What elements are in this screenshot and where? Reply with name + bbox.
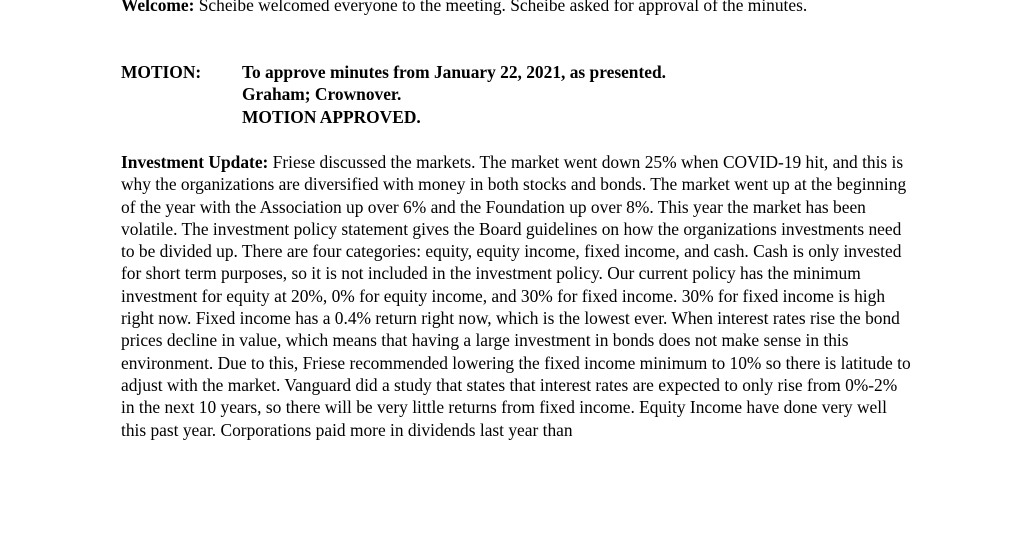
welcome-heading: Welcome: [121,0,195,15]
investment-paragraph [121,151,911,441]
investment-text: Friese discussed the markets. The market went down 25% when COVID-19 hit, and this is why the organizations are diversified with money in both stocks and bonds. The market went up at the beginning of the year with the Association up over 6% and the Foundation up over 8%. This year the market has been volatile. The investment policy statement gives the Board guidelines on how the organizations investments need to be divided up. There are four categories: equity, equity income, fixed income, and cash. Cash is only invested for short term purposes, so it is not included in the investment policy. Our current policy has the minimum investment for equity at 20%, 0% for equity income, and 30% for fixed income. 30% for fixed income is high right now. Fixed income has a 0.4% return right now, which is the lowest ever. When interest rates rise the bond prices decline in value, which means that having a large investment in bonds does not make sense in this environment. Due to this, Friese recommended lowering the fixed income minimum to 10% so there is latitude to adjust with the market. Vanguard did a study that states that interest rates are expected to only rise from 0%-2% in the next 10 years, so there will be very little returns from fixed income. Equity Income have done very well this past year. Corporations paid more in dividends last year than [121,152,911,440]
welcome-paragraph [121,0,911,16]
motion-result: MOTION APPROVED. [242,106,421,127]
motion-label: MOTION: [121,62,202,82]
motion-title: To approve minutes from January 22, 2021, as presented. [242,62,667,82]
motion-movers: Graham; Crownover. [242,84,402,105]
motion-block [242,61,666,128]
welcome-text: Scheibe welcomed everyone to the meeting. Scheibe asked for approval of the minutes. [194,0,808,15]
investment-heading: Investment Update: [121,152,269,172]
